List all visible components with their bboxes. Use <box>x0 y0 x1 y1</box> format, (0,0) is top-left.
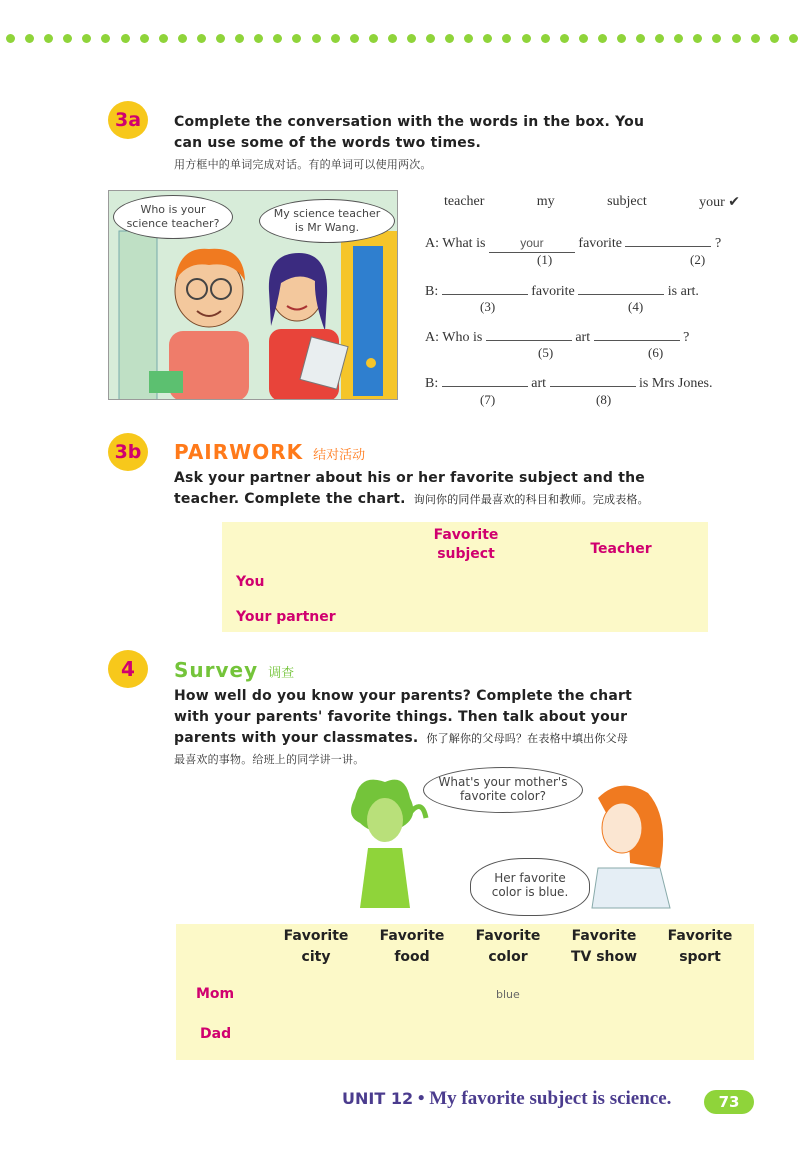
border-dot <box>388 34 397 43</box>
border-dot <box>445 34 454 43</box>
header-favorite-food: Favorite food <box>379 928 445 965</box>
row-dad: Dad <box>200 1026 232 1042</box>
speech-bubble-right: My science teacher is Mr Wang. <box>259 199 395 243</box>
blank-1[interactable]: your <box>489 236 575 253</box>
dialogue-line-3: A: Who is art ? <box>425 330 690 345</box>
heading-survey: Survey 调查 <box>174 658 295 682</box>
dialogue-line-2: B: favorite is art. <box>425 284 699 299</box>
section-badge-3a: 3a <box>108 101 148 139</box>
chart-3b <box>222 522 708 632</box>
instruction-3a-line2: can use some of the words two times. <box>174 135 482 151</box>
border-dot <box>522 34 531 43</box>
heading-pairwork: PAIRWORK 结对活动 <box>174 440 366 464</box>
border-dot <box>598 34 607 43</box>
number-1: (1) <box>537 252 553 267</box>
border-dot <box>541 34 550 43</box>
border-dot <box>770 34 779 43</box>
border-dot <box>712 34 721 43</box>
border-dot <box>579 34 588 43</box>
speech-bubble-question: What's your mother's favorite color? <box>423 767 583 813</box>
row-mom: Mom <box>196 986 235 1002</box>
header-favorite-city: Favorite city <box>283 928 349 965</box>
border-dot <box>178 34 187 43</box>
border-dot <box>216 34 225 43</box>
border-dot <box>617 34 626 43</box>
word-my: my <box>536 194 555 209</box>
border-dot <box>369 34 378 43</box>
number-2: (2) <box>690 252 706 267</box>
dialogue-line-4: B: art is Mrs Jones. <box>425 376 713 391</box>
header-teacher: Teacher <box>590 541 652 557</box>
unit-label: UNIT 12 <box>342 1089 414 1108</box>
border-dot <box>273 34 282 43</box>
border-dot <box>101 34 110 43</box>
number-7: (7) <box>480 392 496 407</box>
border-dot <box>350 34 359 43</box>
footer-bullet: • <box>417 1088 425 1109</box>
blank-6[interactable] <box>594 340 680 341</box>
page-number: 73 <box>704 1090 754 1114</box>
blank-5[interactable] <box>486 340 572 341</box>
border-dot <box>159 34 168 43</box>
border-dot <box>254 34 263 43</box>
unit-title: My favorite subject is science. <box>429 1088 672 1109</box>
header-favorite-subject: Favorite subject <box>433 527 499 562</box>
border-dot <box>693 34 702 43</box>
blank-7[interactable] <box>442 386 528 387</box>
section-badge-4: 4 <box>108 650 148 688</box>
word-subject: subject <box>607 194 647 209</box>
blank-8[interactable] <box>550 386 636 387</box>
speech-bubble-answer: Her favorite color is blue. <box>470 858 590 916</box>
border-dot <box>312 34 321 43</box>
checkmark-icon: ✔ <box>728 194 740 210</box>
border-dot <box>121 34 130 43</box>
border-dot <box>426 34 435 43</box>
number-6: (6) <box>648 345 664 360</box>
blank-3[interactable] <box>442 294 528 295</box>
word-teacher: teacher <box>444 194 485 209</box>
number-3: (3) <box>480 299 496 314</box>
speech-bubble-left: Who is your science teacher? <box>113 195 233 239</box>
border-dot <box>732 34 741 43</box>
border-dot <box>407 34 416 43</box>
header-favorite-color: Favorite color <box>475 928 541 965</box>
border-dot <box>25 34 34 43</box>
instruction-3a <box>174 112 644 175</box>
border-dot <box>636 34 645 43</box>
border-dot <box>197 34 206 43</box>
border-dot <box>44 34 53 43</box>
row-your-partner: Your partner <box>236 609 336 625</box>
border-dot <box>560 34 569 43</box>
border-dot <box>464 34 473 43</box>
border-dot <box>235 34 244 43</box>
border-dot <box>140 34 149 43</box>
number-8: (8) <box>596 392 612 407</box>
instruction-3a-cn: 用方框中的单词完成对话。有的单词可以使用两次。 <box>174 158 432 171</box>
border-dot <box>655 34 664 43</box>
border-dot <box>331 34 340 43</box>
number-4: (4) <box>628 299 644 314</box>
border-dot <box>751 34 760 43</box>
border-dot <box>82 34 91 43</box>
instruction-4: How well do you know your parents? Complete the chart with your parents' favorite things. Then talk about your parents with your classmates. 你了解你的父母吗？在表格中填出你父母 最喜欢的事物。给班上的同学讲一讲。 <box>174 688 632 766</box>
instruction-3b: Ask your partner about his or her favorite subject and the teacher. Complete the chart. 询问你的同伴最喜欢的科目和教师。完成表格。 <box>174 470 649 507</box>
dialogue-line-1: A: What is your favorite ? <box>425 236 722 251</box>
cell-mom-color: blue <box>496 988 520 1001</box>
section-badge-3b: 3b <box>108 433 148 471</box>
border-dot <box>674 34 683 43</box>
illustration-teachers <box>108 190 398 400</box>
border-dot <box>6 34 15 43</box>
blank-2[interactable] <box>625 246 711 247</box>
word-your: your ✔ <box>699 194 740 210</box>
word-box <box>444 194 740 211</box>
header-favorite-sport: Favorite sport <box>667 928 733 965</box>
number-5: (5) <box>538 345 554 360</box>
border-dot <box>483 34 492 43</box>
page-footer <box>342 1088 671 1110</box>
row-you: You <box>236 574 265 590</box>
header-favorite-tv-show: Favorite TV show <box>570 928 638 965</box>
border-dot <box>292 34 301 43</box>
dotted-border <box>6 34 798 46</box>
instruction-3a-line1: Complete the conversation with the words in the box. You <box>174 114 645 130</box>
chart-survey <box>176 924 754 1060</box>
border-dot <box>63 34 72 43</box>
border-dot <box>789 34 798 43</box>
blank-4[interactable] <box>578 294 664 295</box>
border-dot <box>502 34 511 43</box>
